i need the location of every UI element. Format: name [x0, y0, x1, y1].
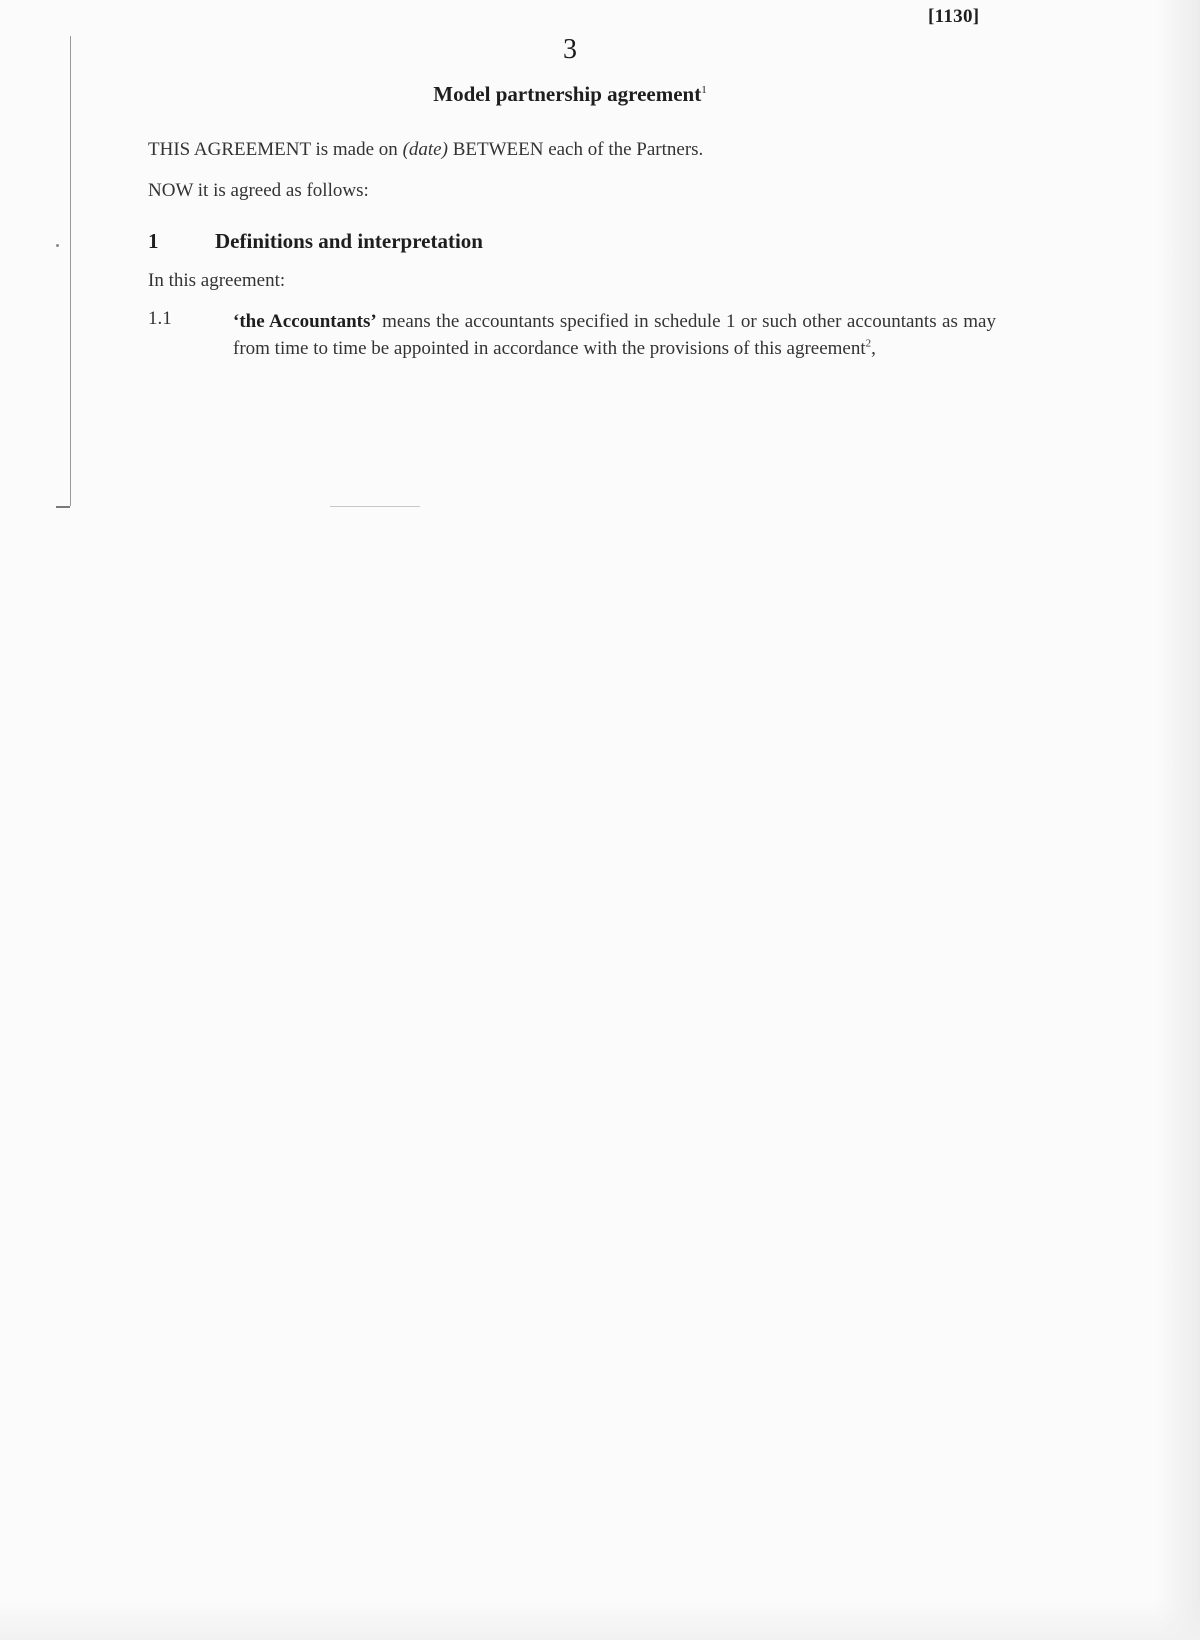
margin-change-bar-end: [56, 506, 70, 508]
definition-body: means the accountants specified in schedule 1 or such other accountants as may from time to time be appointed in accordance with the provisions of this agreement: [233, 311, 996, 359]
agreement-statement: [148, 139, 703, 161]
footnote-marker: 2: [865, 337, 872, 350]
section-heading: [148, 229, 483, 254]
definition-number: 1.1: [148, 308, 172, 329]
definition-item: [148, 308, 996, 362]
section-number: 1: [148, 229, 159, 253]
scan-shadow-right: [1156, 0, 1200, 1640]
section-title: Definitions and interpretation: [215, 229, 483, 253]
chapter-number: 3: [563, 34, 577, 65]
chapter-title-text: Model partnership agreement: [433, 82, 702, 106]
margin-mark: [56, 244, 59, 247]
scan-shadow-bottom: [0, 1600, 1200, 1640]
footnote-marker: 1: [701, 84, 707, 96]
agreement-suffix: BETWEEN each of the Partners.: [447, 139, 704, 160]
agreement-date-placeholder: (date): [402, 139, 448, 160]
agreed-statement: NOW it is agreed as follows:: [148, 180, 369, 201]
page-reference: [1130]: [928, 6, 980, 27]
section-lead: In this agreement:: [148, 270, 286, 291]
chapter-title: [0, 82, 1140, 107]
definition-text: [233, 308, 996, 362]
scan-artifact-line: [330, 506, 420, 507]
agreement-prefix: THIS AGREEMENT is made on: [148, 139, 403, 160]
definition-ending: ,: [871, 338, 876, 359]
definition-term: ‘the Accountants’: [233, 311, 377, 332]
